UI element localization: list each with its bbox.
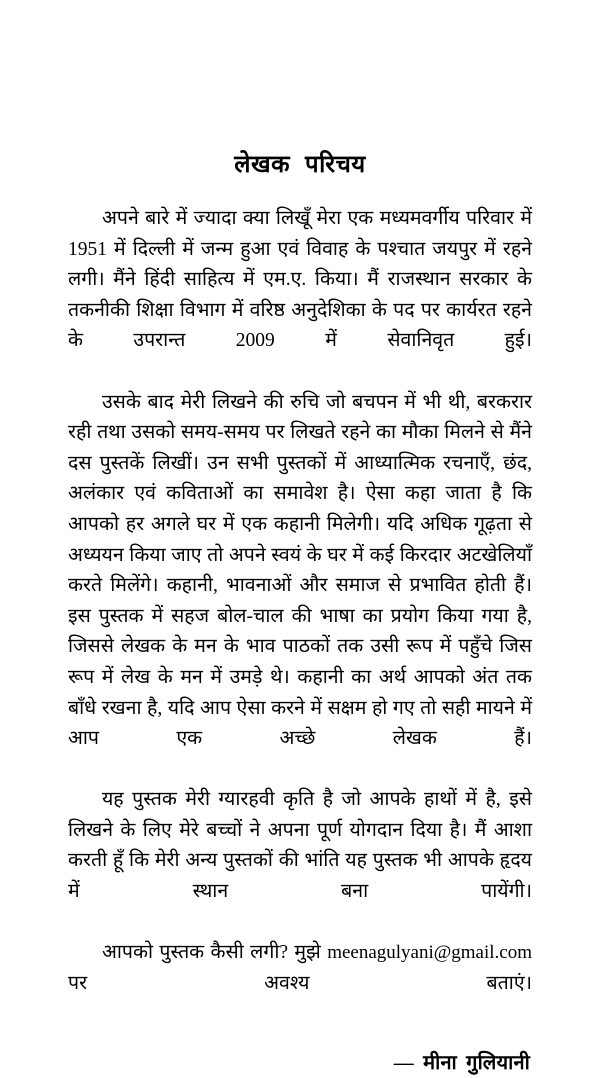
document-content xyxy=(68,148,532,1078)
paragraph-author-background: अपने बारे में ज्यादा क्या लिखूँ मेरा एक मध्यमवर्गीय परिवार में 1951 में दिल्ली में जन्म हुआ एवं विवाह के पश्चात जयपुर में रहने लगी। मैंने हिंदी साहित्य में एम.ए. किया। मैं राजस्थान सरकार के तकनीकी शिक्षा विभाग में वरिष्ठ अनुदेशिका के पद पर कार्यरत रहने के उपरान्त 2009 में सेवानिवृत हुई। xyxy=(68,208,532,352)
paragraph-writing-interest: उसके बाद मेरी लिखने की रुचि जो बचपन में भी थी, बरकरार रही तथा उसको समय-समय पर लिखते रहने का मौका मिलने से मैंने दस पुस्तकें लिखीं। उन सभी पुस्तकों में आध्यात्मिक रचनाएँ, छंद, अलंकार एवं कविताओं का समावेश है। ऐसा कहा जाता है कि आपको हर अगले घर में एक कहानी मिलेगी। यदि अधिक गूढ़ता से अध्ययन किया जाए तो अपने स्वयं के घर में कई किरदार अटखेलियाँ करते मिलेंगे। कहानी, भावनाओं और समाज से प्रभावित होती हैं। इस पुस्तक में सहज बोल-चाल की भाषा का प्रयोग किया गया है, जिससे लेखक के मन के भाव पाठकों तक उसी रूप में पहुँचे जिस रूप में लेख के मन में उमड़े थे। कहानी का अर्थ आपको अंत तक बाँधे रखना है, यदि आप ऐसा करने में सक्षम हो गए तो सही मायने में आप एक अच्छे लेखक हैं। xyxy=(68,391,532,750)
author-signature: — मीना गुलियानी xyxy=(393,1052,530,1075)
paragraph-feedback-request xyxy=(68,938,532,1030)
paragraph-eleventh-book: यह पुस्तक मेरी ग्यारहवी कृति है जो आपके हाथों में है, इसे लिखने के लिए मेरे बच्चों ने अपना पूर्ण योगदान दिया है। मैं आशा करती हूँ कि मेरी अन्य पुस्तकों की भांति यह पुस्तक भी आपके हृदय में स्थान बना पायेंगी। xyxy=(68,789,532,903)
author-email[interactable]: meenagulyani@gmail.com xyxy=(327,942,532,964)
feedback-text-before-email: आपको पुस्तक कैसी लगी? मुझे xyxy=(102,942,328,964)
feedback-text-after-email: पर अवश्य बताएं। xyxy=(68,972,532,994)
page-title: लेखक परिचय xyxy=(234,152,366,178)
